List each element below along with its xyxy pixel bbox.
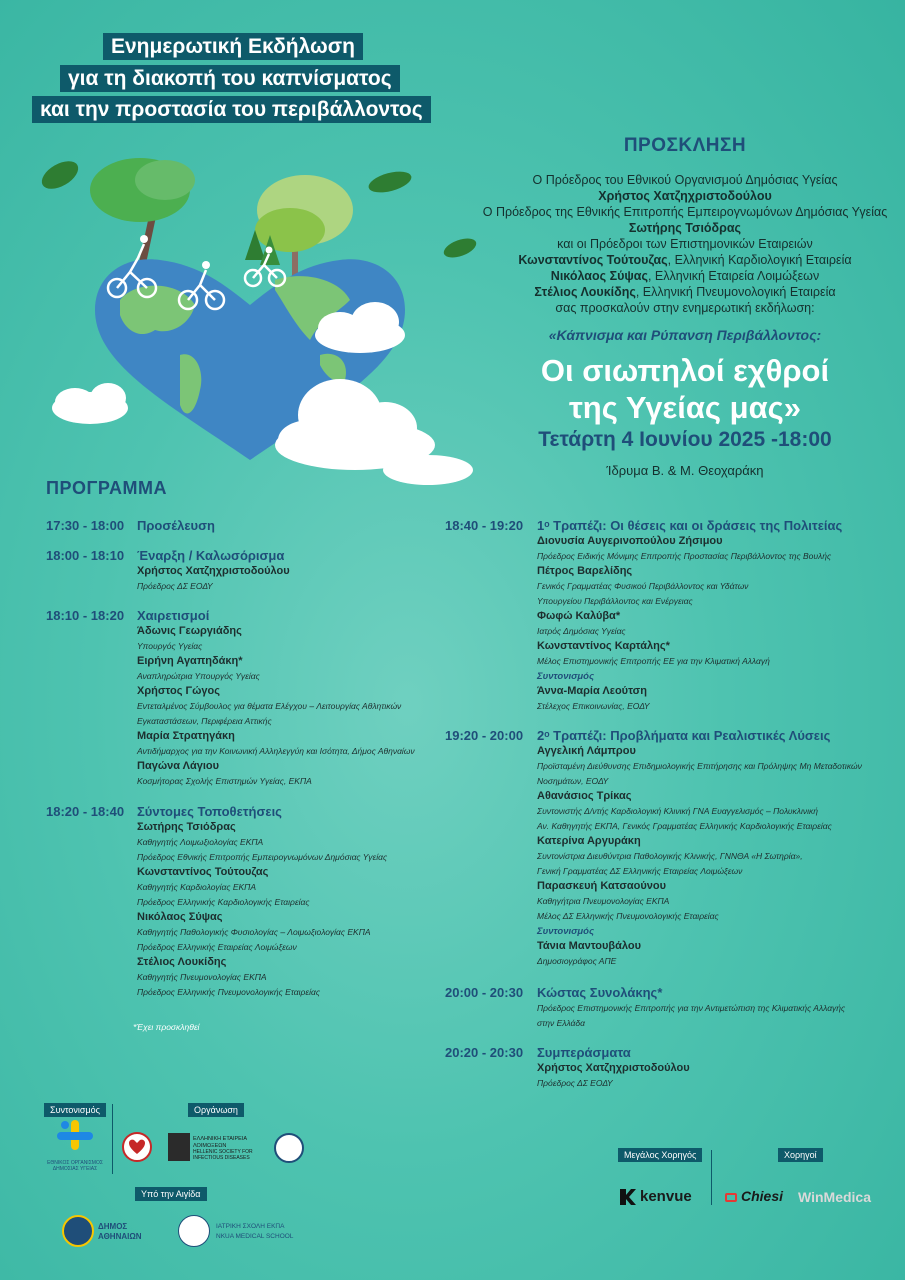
chiesi-icon — [725, 1193, 737, 1202]
hsid-text-gr: ΕΛΛΗΝΙΚΗ ΕΤΑΙΡΕΙΑ ΛΟΙΜΩΞΕΩΝ — [193, 1136, 247, 1149]
medical-school-logo — [178, 1215, 210, 1247]
pulmonology-society-logo — [274, 1133, 304, 1163]
auspices-label: Υπό την Αιγίδα — [135, 1187, 207, 1201]
invitation-line-8: Στέλιος Λουκίδης, Ελληνική Πνευμονολογική Εταιρεία — [534, 285, 836, 299]
event-venue: Ίδρυμα Β. & Μ. Θεοχαράκη — [606, 463, 764, 478]
invitation-line-7: Νικόλαος Σύψας, Ελληνική Εταιρεία Λοιμώξεων — [550, 269, 820, 283]
coordination-label: Συντονισμός — [44, 1103, 106, 1117]
dimos-line-1: ΔΗΜΟΣ — [98, 1222, 128, 1231]
invitation-line-3: Ο Πρόεδρος της Εθνικής Επιτροπής Εμπειρογνωμόνων Δημόσιας Υγείας — [482, 205, 888, 219]
chiesi-logo: Chiesi — [741, 1188, 784, 1204]
invitation-president-eody: Χρήστος Χατζηχριστοδούλου — [598, 189, 772, 203]
athens-municipality-logo — [62, 1215, 94, 1247]
med-school-gr: ΙΑΤΡΙΚΗ ΣΧΟΛΗ ΕΚΠΑ — [216, 1223, 285, 1230]
hsid-text-en: HELLENIC SOCIETY FOR INFECTIOUS DISEASES — [193, 1149, 253, 1161]
main-sponsor-label: Μεγάλος Χορηγός — [618, 1148, 702, 1162]
invitation-president-committee: Σωτήρης Τσιόδρας — [628, 221, 742, 235]
sponsors-label: Χορηγοί — [778, 1148, 823, 1162]
invitation-line-9: σας προσκαλούν στην ενημερωτική εκδήλωση: — [555, 301, 815, 315]
heart-earth-illustration — [20, 140, 480, 490]
kenvue-k-icon — [618, 1187, 636, 1207]
invitation-line-6: Κωνσταντίνος Τούτουζας, Ελληνική Καρδιολογική Εταιρεία — [518, 253, 852, 267]
dimos-line-2: ΑΘΗΝΑΙΩΝ — [98, 1232, 142, 1241]
invitation-line-5: και οι Πρόεδροι των Επιστημονικών Εταιρειών — [557, 237, 813, 251]
heart-icon — [128, 1138, 146, 1156]
event-theme: «Κάπνισμα και Ρύπανση Περιβάλλοντος: — [548, 327, 822, 343]
leaf-icon — [37, 155, 83, 194]
invitation-line-1: Ο Πρόεδρος του Εθνικού Οργανισμού Δημόσιας Υγείας — [532, 173, 838, 187]
event-date: Τετάρτη 4 Ιουνίου 2025 -18:00 — [538, 428, 832, 451]
kenvue-logo: kenvue — [640, 1188, 692, 1205]
title-line-1: Ενημερωτική Εκδήλωση — [103, 33, 363, 60]
organization-label: Οργάνωση — [188, 1103, 244, 1117]
invitation-heading: ΠΡΟΣΚΛΗΣΗ — [623, 135, 747, 156]
invited-note: *Έχει προσκληθεί — [133, 1022, 200, 1032]
title-line-3: και την προστασία του περιβάλλοντος — [32, 96, 431, 123]
program-heading: ΠΡΟΓΡΑΜΜΑ — [46, 478, 167, 498]
leaf-icon — [366, 168, 413, 197]
hsid-emblem — [168, 1133, 190, 1161]
winmedica-logo: WinMedica — [798, 1189, 871, 1205]
event-title-2: της Υγείας μας» — [568, 390, 802, 425]
med-school-en: NKUA MEDICAL SCHOOL — [216, 1233, 294, 1240]
eody-logo — [55, 1120, 100, 1158]
eody-text: ΕΘΝΙΚΟΣ ΟΡΓΑΝΙΣΜΟΣ ΔΗΜΟΣΙΑΣ ΥΓΕΙΑΣ — [47, 1160, 103, 1172]
title-line-2: για τη διακοπή του καπνίσματος — [60, 65, 400, 92]
event-title-1: Οι σιωπηλοί εχθροί — [540, 353, 830, 388]
